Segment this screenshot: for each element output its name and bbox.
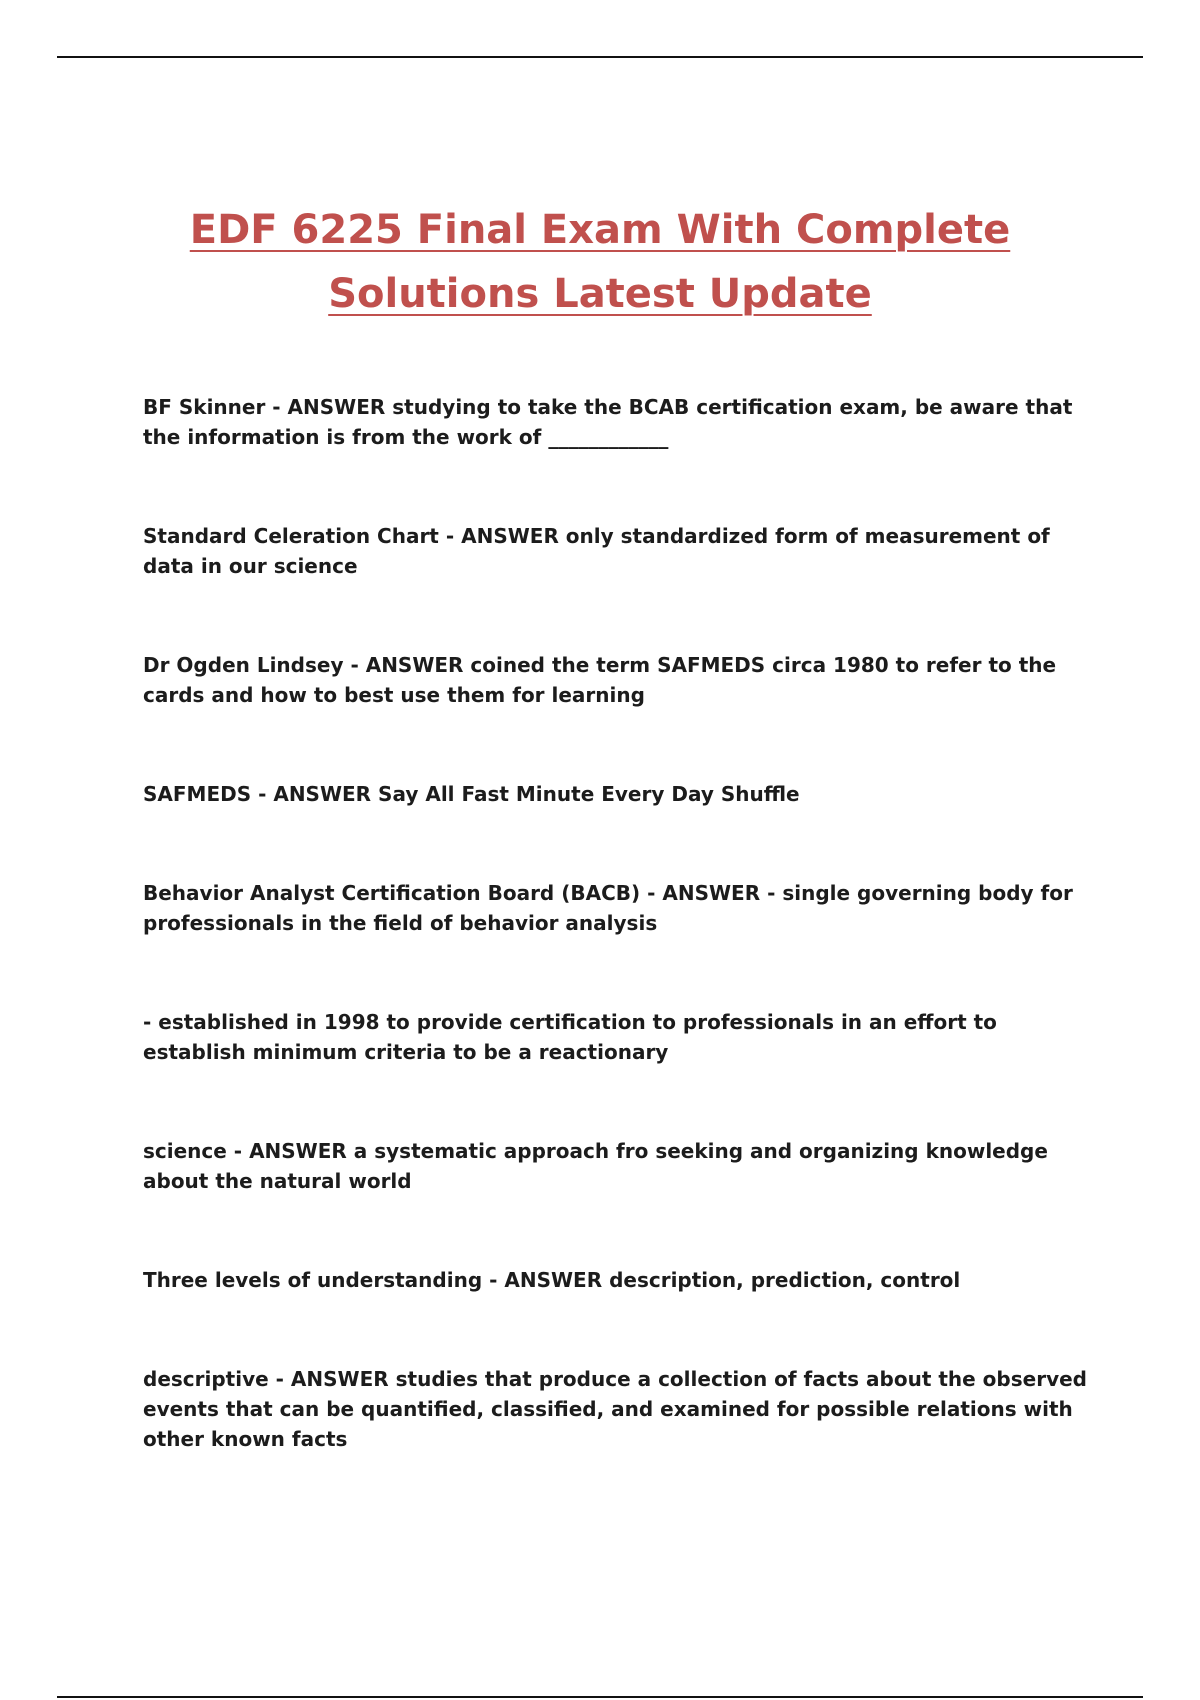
bottom-divider — [57, 1696, 1143, 1698]
qa-entry: Three levels of understanding - ANSWER description, prediction, control — [143, 1268, 961, 1292]
qa-entry: science - ANSWER a systematic approach fro seeking and organizing knowledge about the natural world — [143, 1139, 1048, 1193]
qa-entry: descriptive - ANSWER studies that produce a collection of facts about the observed events that can be quantified, classified, and examined for possible relations with other known facts — [143, 1367, 1087, 1451]
title-line-2: Solutions Latest Update — [328, 271, 872, 317]
qa-entry: Standard Celeration Chart - ANSWER only standardized form of measurement of data in our science — [143, 524, 1050, 578]
qa-entry: - established in 1998 to provide certification to professionals in an effort to establish minimum criteria to be a reactionary — [143, 1010, 997, 1064]
qa-entry: Dr Ogden Lindsey - ANSWER coined the term SAFMEDS circa 1980 to refer to the cards and how to best use them for learning — [143, 653, 1057, 707]
qa-entry: BF Skinner - ANSWER studying to take the BCAB certification exam, be aware that the information is from the work of ____________ — [143, 395, 1073, 449]
qa-entry: Behavior Analyst Certification Board (BACB) - ANSWER - single governing body for professionals in the field of behavior analysis — [143, 881, 1073, 935]
qa-entry: SAFMEDS - ANSWER Say All Fast Minute Every Day Shuffle — [143, 782, 800, 806]
title-line-1: EDF 6225 Final Exam With Complete — [189, 207, 1011, 253]
